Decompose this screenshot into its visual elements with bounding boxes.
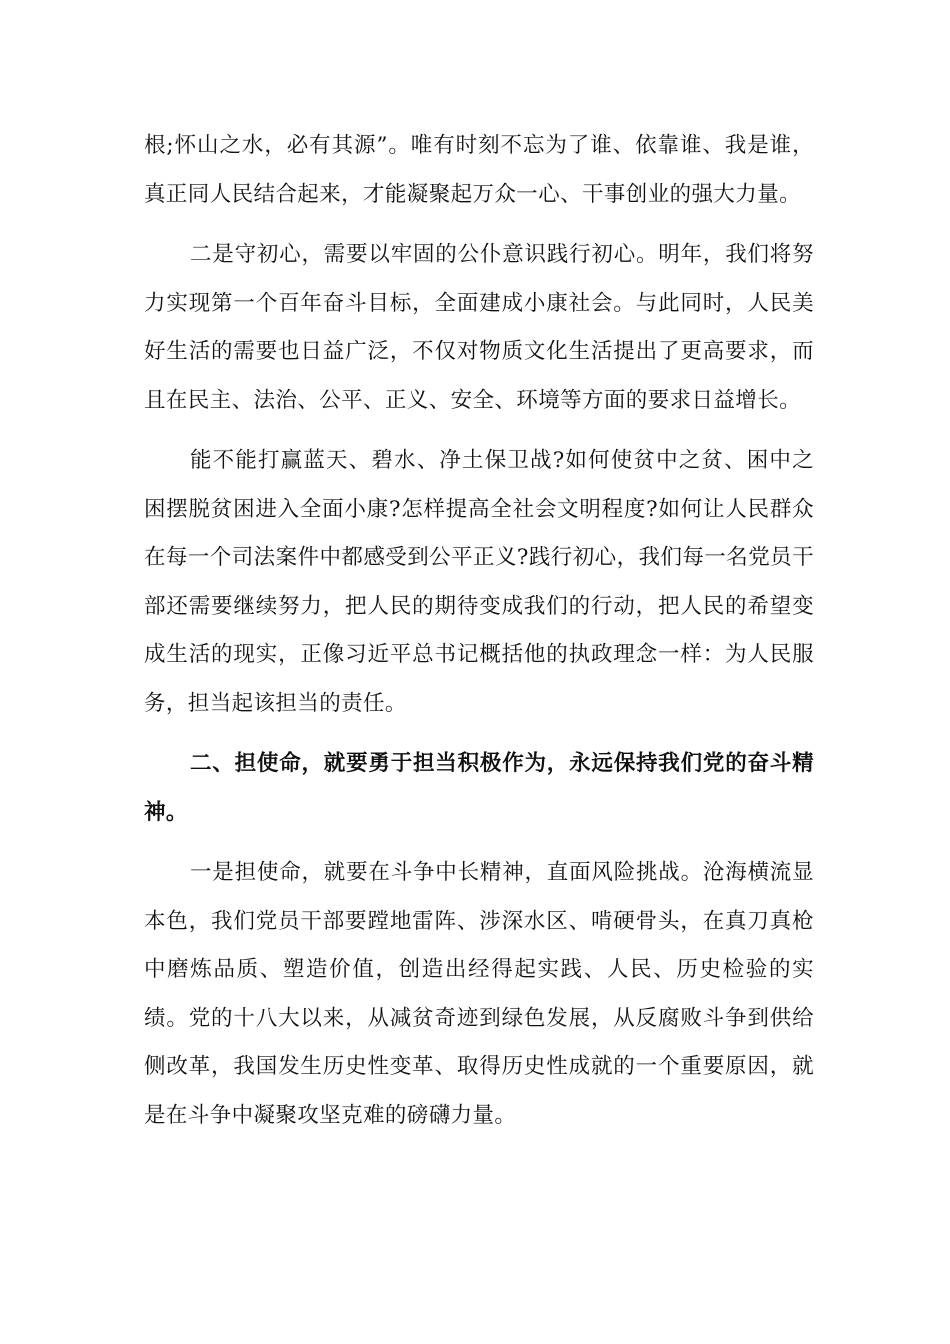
section-heading-mission: 二、担使命，就要勇于担当积极作为，永远保持我们党的奋斗精神。 [144, 751, 814, 825]
paragraph-continuation: 根;怀山之水，必有其源”。唯有时刻不忘为了谁、依靠谁、我是谁，真正同人民结合起来，才能凝聚起万众一心、干事创业的强大力量。 [144, 133, 814, 207]
paragraph-keep-original-aspiration: 二是守初心，需要以牢固的公仆意识践行初心。明年，我们将努力实现第一个百年奋斗目标，全面建成小康社会。与此同时，人民美好生活的需要也日益广泛，不仅对物质文化生活提出了更高要求，而且在民主、法治、公平、正义、安全、环境等方面的要求日益增长。 [144, 242, 814, 413]
document-body [144, 122, 814, 1140]
paragraph-questions: 能不能打赢蓝天、碧水、净土保卫战?如何使贫中之贫、困中之困摆脱贫困进入全面小康?怎样提高全社会文明程度?如何让人民群众在每一个司法案件中都感受到公平正义?践行初心，我们每一名党员干部还需要继续努力，把人民的期待变成我们的行动，把人民的希望变成生活的现实，正像习近平总书记概括他的执政理念一样：为人民服务，担当起该担当的责任。 [144, 448, 814, 716]
paragraph-mission-struggle: 一是担使命，就要在斗争中长精神，直面风险挑战。沧海横流显本色，我们党员干部要蹚地雷阵、涉深水区、啃硬骨头，在真刀真枪中磨炼品质、塑造价值，创造出经得起实践、人民、历史检验的实绩。党的十八大以来，从减贫奇迹到绿色发展，从反腐败斗争到供给侧改革，我国发生历史性变革、取得历史性成就的一个重要原因，就是在斗争中凝聚攻坚克难的磅礴力量。 [144, 860, 814, 1128]
